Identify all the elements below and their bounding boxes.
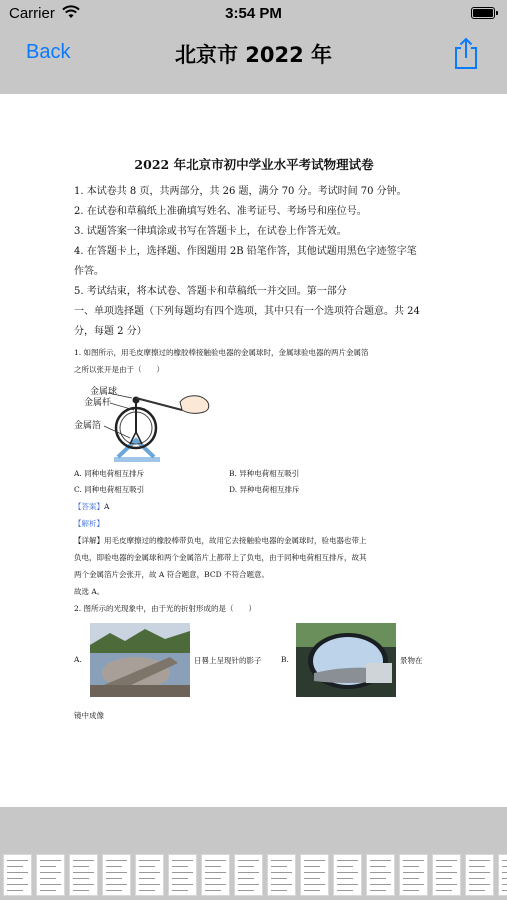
label-metal-ball: 金属球 bbox=[90, 387, 118, 397]
battery-icon bbox=[471, 7, 495, 19]
page-thumbnail[interactable] bbox=[498, 854, 507, 896]
option-d: D. 异种电荷相互排斥 bbox=[229, 485, 300, 494]
instruction-line: 2. 在试卷和草稿纸上准确填写姓名、准考证号、考场号和座位号。 bbox=[74, 206, 367, 217]
instruction-line: 作答。 bbox=[74, 266, 104, 277]
detail-text: 用毛皮摩擦过的橡胶棒带负电，故用它去接触验电器的金属球时，验电器也带上 bbox=[104, 536, 367, 545]
label-metal-foil: 金属箔 bbox=[74, 421, 102, 431]
analysis-label: 【解析】 bbox=[74, 519, 104, 528]
page-thumbnail[interactable] bbox=[399, 854, 428, 896]
page-thumbnail[interactable] bbox=[234, 854, 263, 896]
q2-option-a-letter: A. bbox=[74, 655, 82, 664]
page-thumbnail[interactable] bbox=[333, 854, 362, 896]
share-icon[interactable] bbox=[451, 36, 481, 70]
car-mirror-photo bbox=[296, 623, 396, 697]
instruction-line: 3. 试题答案一律填涂或书写在答题卡上，在试卷上作答无效。 bbox=[74, 226, 347, 237]
section-heading: 分，每题 2 分） bbox=[74, 326, 147, 337]
question-1-options bbox=[74, 466, 384, 498]
question-2-tail: 镜中成像 bbox=[74, 711, 104, 720]
option-a: A. 同种电荷相互排斥 bbox=[74, 469, 145, 478]
page-thumbnail[interactable] bbox=[36, 854, 65, 896]
detail-line: 两个金属箔片会张开，故 A 符合题意，BCD 不符合题意。 bbox=[74, 570, 269, 579]
sundial-photo bbox=[90, 623, 190, 697]
page-thumbnail[interactable] bbox=[135, 854, 164, 896]
thumbnail-bar bbox=[0, 807, 507, 900]
document-title: 2022 年北京市初中学业水平考试物理试卷 bbox=[134, 157, 374, 172]
detail-label: 【详解】 bbox=[74, 536, 104, 545]
page-thumbnail[interactable] bbox=[102, 854, 131, 896]
instruction-line: 1. 本试卷共 8 页，共两部分，共 26 题，满分 70 分。考试时间 70 分钟。 bbox=[74, 186, 407, 197]
electroscope-figure bbox=[74, 380, 224, 464]
page-thumbnail[interactable] bbox=[432, 854, 461, 896]
thumbnail-strip[interactable] bbox=[0, 854, 507, 898]
status-bar bbox=[0, 0, 507, 28]
label-metal-rod: 金属杆 bbox=[84, 398, 112, 408]
instruction-line: 4. 在答题卡上，选择题、作图题用 2B 铅笔作答，其他试题用黑色字迹签字笔 bbox=[74, 246, 417, 257]
page-thumbnail[interactable] bbox=[300, 854, 329, 896]
answer-label: 【答案】 bbox=[74, 502, 104, 511]
back-button[interactable]: Back bbox=[26, 41, 71, 63]
detail-line: 负电，即验电器的金属球和两个金属箔片上都带上了负电，由于同种电荷相互排斥，故其 bbox=[74, 553, 367, 562]
q2-option-b-letter: B. bbox=[281, 655, 289, 664]
option-c: C. 同种电荷相互吸引 bbox=[74, 485, 145, 494]
document-viewer[interactable] bbox=[0, 94, 507, 807]
page-thumbnail[interactable] bbox=[69, 854, 98, 896]
question-2-options bbox=[74, 623, 434, 703]
option-b: B. 异种电荷相互吸引 bbox=[229, 469, 300, 478]
detail-line: 故选 A。 bbox=[74, 587, 105, 596]
detail-line bbox=[74, 532, 434, 549]
page-thumbnail[interactable] bbox=[465, 854, 494, 896]
question-2-stem: 2. 图所示的光现象中，由于光的折射形成的是（ ） bbox=[74, 604, 257, 613]
carrier-label: Carrier bbox=[9, 5, 55, 22]
page-thumbnail[interactable] bbox=[201, 854, 230, 896]
page-thumbnail[interactable] bbox=[168, 854, 197, 896]
page-thumbnail[interactable] bbox=[267, 854, 296, 896]
question-1-stem: 1. 如图所示，用毛皮摩擦过的橡胶棒接触验电器的金属球时，金属球验电器的两片金属箔 bbox=[74, 348, 369, 357]
section-heading: 一、单项选择题（下列每题均有四个选项，其中只有一个选项符合题意。共 24 bbox=[74, 306, 420, 317]
question-1-stem: 之所以张开是由于（ ） bbox=[74, 365, 164, 374]
document-page bbox=[74, 156, 434, 724]
page-thumbnail[interactable] bbox=[366, 854, 395, 896]
answer-value: A bbox=[104, 502, 110, 511]
navigation-bar bbox=[0, 28, 507, 94]
q2-option-b-text: 景物在 bbox=[400, 656, 423, 665]
answer-line bbox=[74, 498, 434, 515]
page-thumbnail[interactable] bbox=[3, 854, 32, 896]
status-time: 3:54 PM bbox=[225, 5, 282, 22]
instruction-line: 5. 考试结束，将本试卷、答题卡和草稿纸一并交回。第一部分 bbox=[74, 286, 347, 297]
q2-option-a-text: 日晷上呈现针的影子 bbox=[194, 656, 262, 665]
page-title: 北京市 2022 年 bbox=[174, 43, 333, 67]
